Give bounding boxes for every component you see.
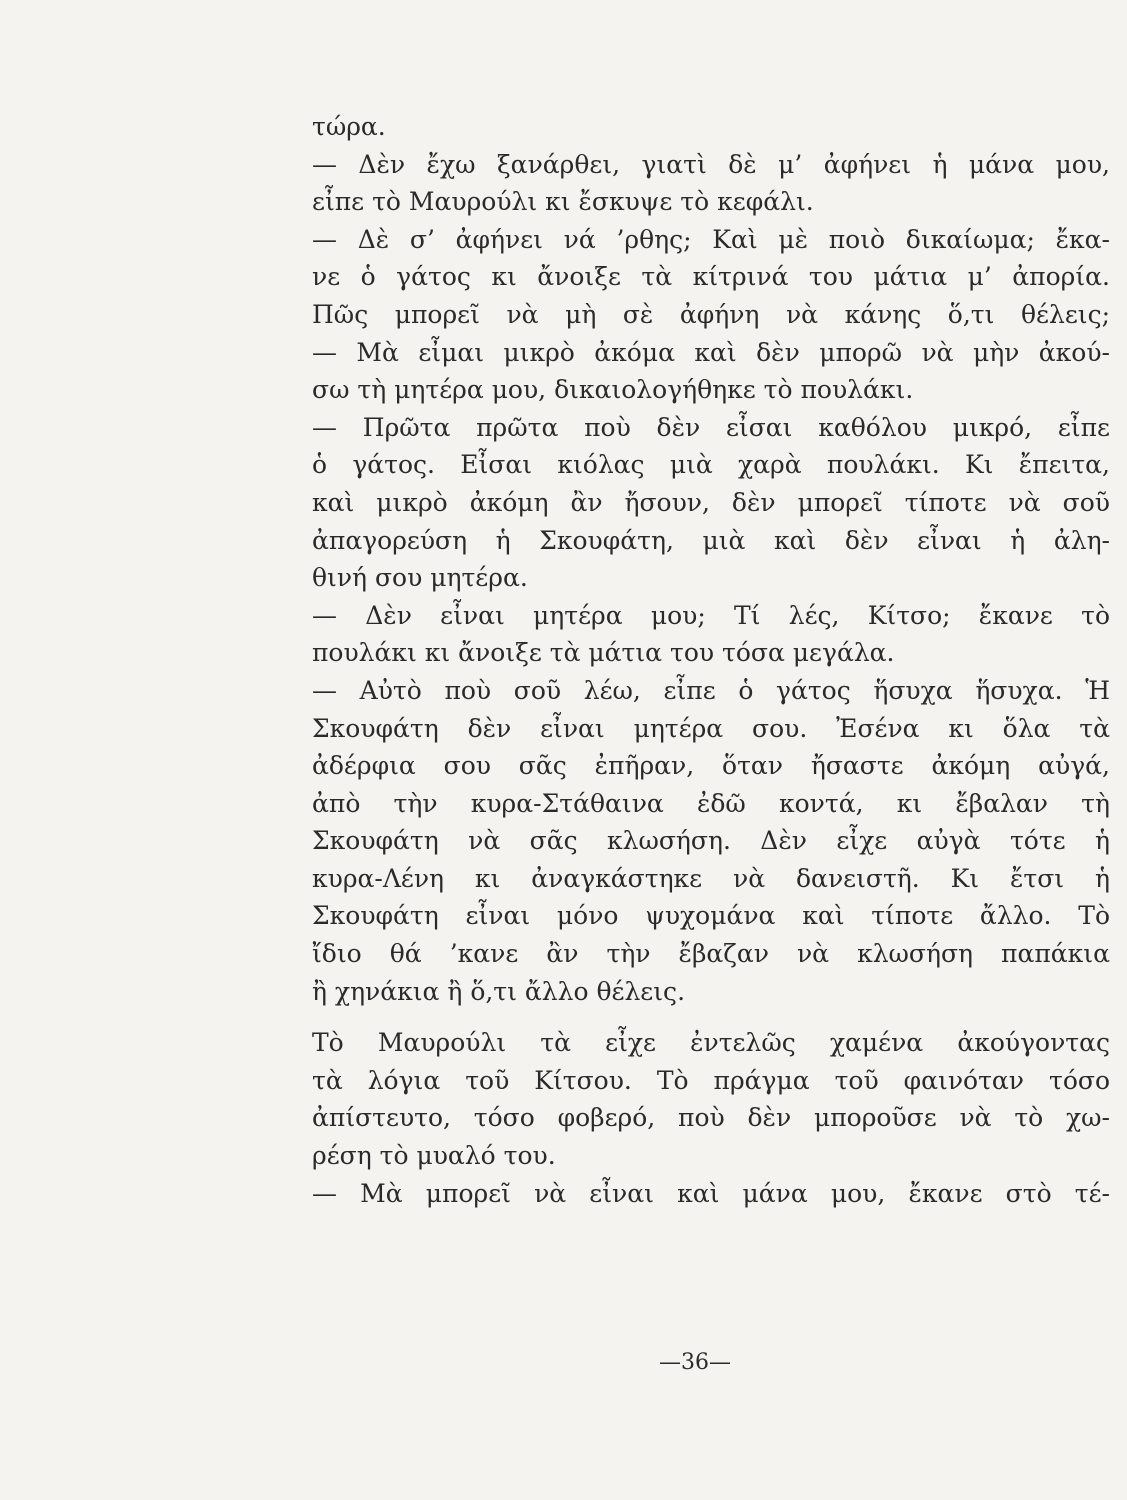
text-line: καὶ μικρὸ ἀκόμη ἂν ἤσουν, δὲν μπορεῖ τίποτε νὰ σοῦ [312,487,1110,517]
text-line: — Μὰ μπορεῖ νὰ εἶναι καὶ μάνα μου, ἔκανε στὸ τέ- [312,1178,1110,1208]
text-line: ἴδιο θά ’κανε ἂν τὴν ἔβαζαν νὰ κλωσήση παπάκια [312,939,1110,969]
text-line: ἀπίστευτο, τόσο φοβερό, ποὺ δὲν μποροῦσε νὰ τὸ χω- [312,1103,1110,1133]
page-number: —36— [659,1350,731,1375]
text-line: ἢ χηνάκια ἢ ὅ,τι ἄλλο θέλεις. [312,976,686,1006]
text-line: — Δὲν ἔχω ξανάρθει, γιατὶ δὲ μ’ ἀφήνει ἡ μάνα μου, [312,149,1110,179]
text-line: ὁ γάτος. Εἶσαι κιόλας μιὰ χαρὰ πουλάκι. Κι ἔπειτα, [312,450,1110,480]
text-line: σω τὴ μητέρα μου, δικαιολογήθηκε τὸ πουλάκι. [312,375,914,405]
text-line: ἀπαγορεύση ἡ Σκουφάτη, μιὰ καὶ δὲν εἶναι ἡ ἀλη- [312,525,1110,555]
text-line: — Πρῶτα πρῶτα ποὺ δὲν εἶσαι καθόλου μικρό, εἶπε [312,412,1110,442]
text-line: ἀπὸ τὴν κυρα-Στάθαινα ἐδῶ κοντά, κι ἔβαλαν τὴ [312,788,1110,818]
text-line: Τὸ Μαυρούλι τὰ εἶχε ἐντελῶς χαμένα ἀκούγοντας [312,1028,1110,1058]
text-line: νε ὁ γάτος κι ἄνοιξε τὰ κίτρινά του μάτια μ’ ἀπορία. [312,262,1110,292]
text-line: ἀδέρφια σου σᾶς ἐπῆραν, ὅταν ἤσαστε ἀκόμη αὐγά, [312,751,1110,781]
text-line: Σκουφάτη νὰ σᾶς κλωσήση. Δὲν εἶχε αὐγὰ τότε ἡ [312,826,1110,856]
text-line: Σκουφάτη δὲν εἶναι μητέρα σου. Ἐσένα κι ὅλα τὰ [312,713,1110,743]
text-line: πουλάκι κι ἄνοιξε τὰ μάτια του τόσα μεγάλα. [312,638,895,668]
text-line: — Δὲν εἶναι μητέρα μου; Τί λές, Κίτσο; ἔκανε τὸ [312,600,1110,630]
text-line: εἶπε τὸ Μαυρούλι κι ἔσκυψε τὸ κεφάλι. [312,187,814,217]
text-line: — Δὲ σ’ ἀφήνει νά ’ρθης; Καὶ μὲ ποιὸ δικαίωμα; ἔκα- [312,224,1110,254]
text-line: θινή σου μητέρα. [312,563,528,593]
text-line: κυρα-Λένη κι ἀναγκάστηκε νὰ δανειστῆ. Κι ἔτσι ἡ [312,863,1110,893]
text-line: — Μὰ εἶμαι μικρὸ ἀκόμα καὶ δὲν μπορῶ νὰ μὴν ἀκού- [312,337,1110,367]
text-line: τὰ λόγια τοῦ Κίτσου. Τὸ πράγμα τοῦ φαινόταν τόσο [312,1065,1110,1095]
body-text [312,108,1110,1212]
text-line: Πῶς μπορεῖ νὰ μὴ σὲ ἀφήνη νὰ κάνης ὅ,τι θέλεις; [312,299,1110,329]
text-line: ρέση τὸ μυαλό του. [312,1141,556,1171]
text-line: Σκουφάτη εἶναι μόνο ψυχομάνα καὶ τίποτε ἄλλο. Τὸ [312,901,1110,931]
text-line: — Αὐτὸ ποὺ σοῦ λέω, εἶπε ὁ γάτος ἥσυχα ἥσυχα. Ἡ [312,675,1110,705]
text-line: τώρα. [312,112,386,141]
